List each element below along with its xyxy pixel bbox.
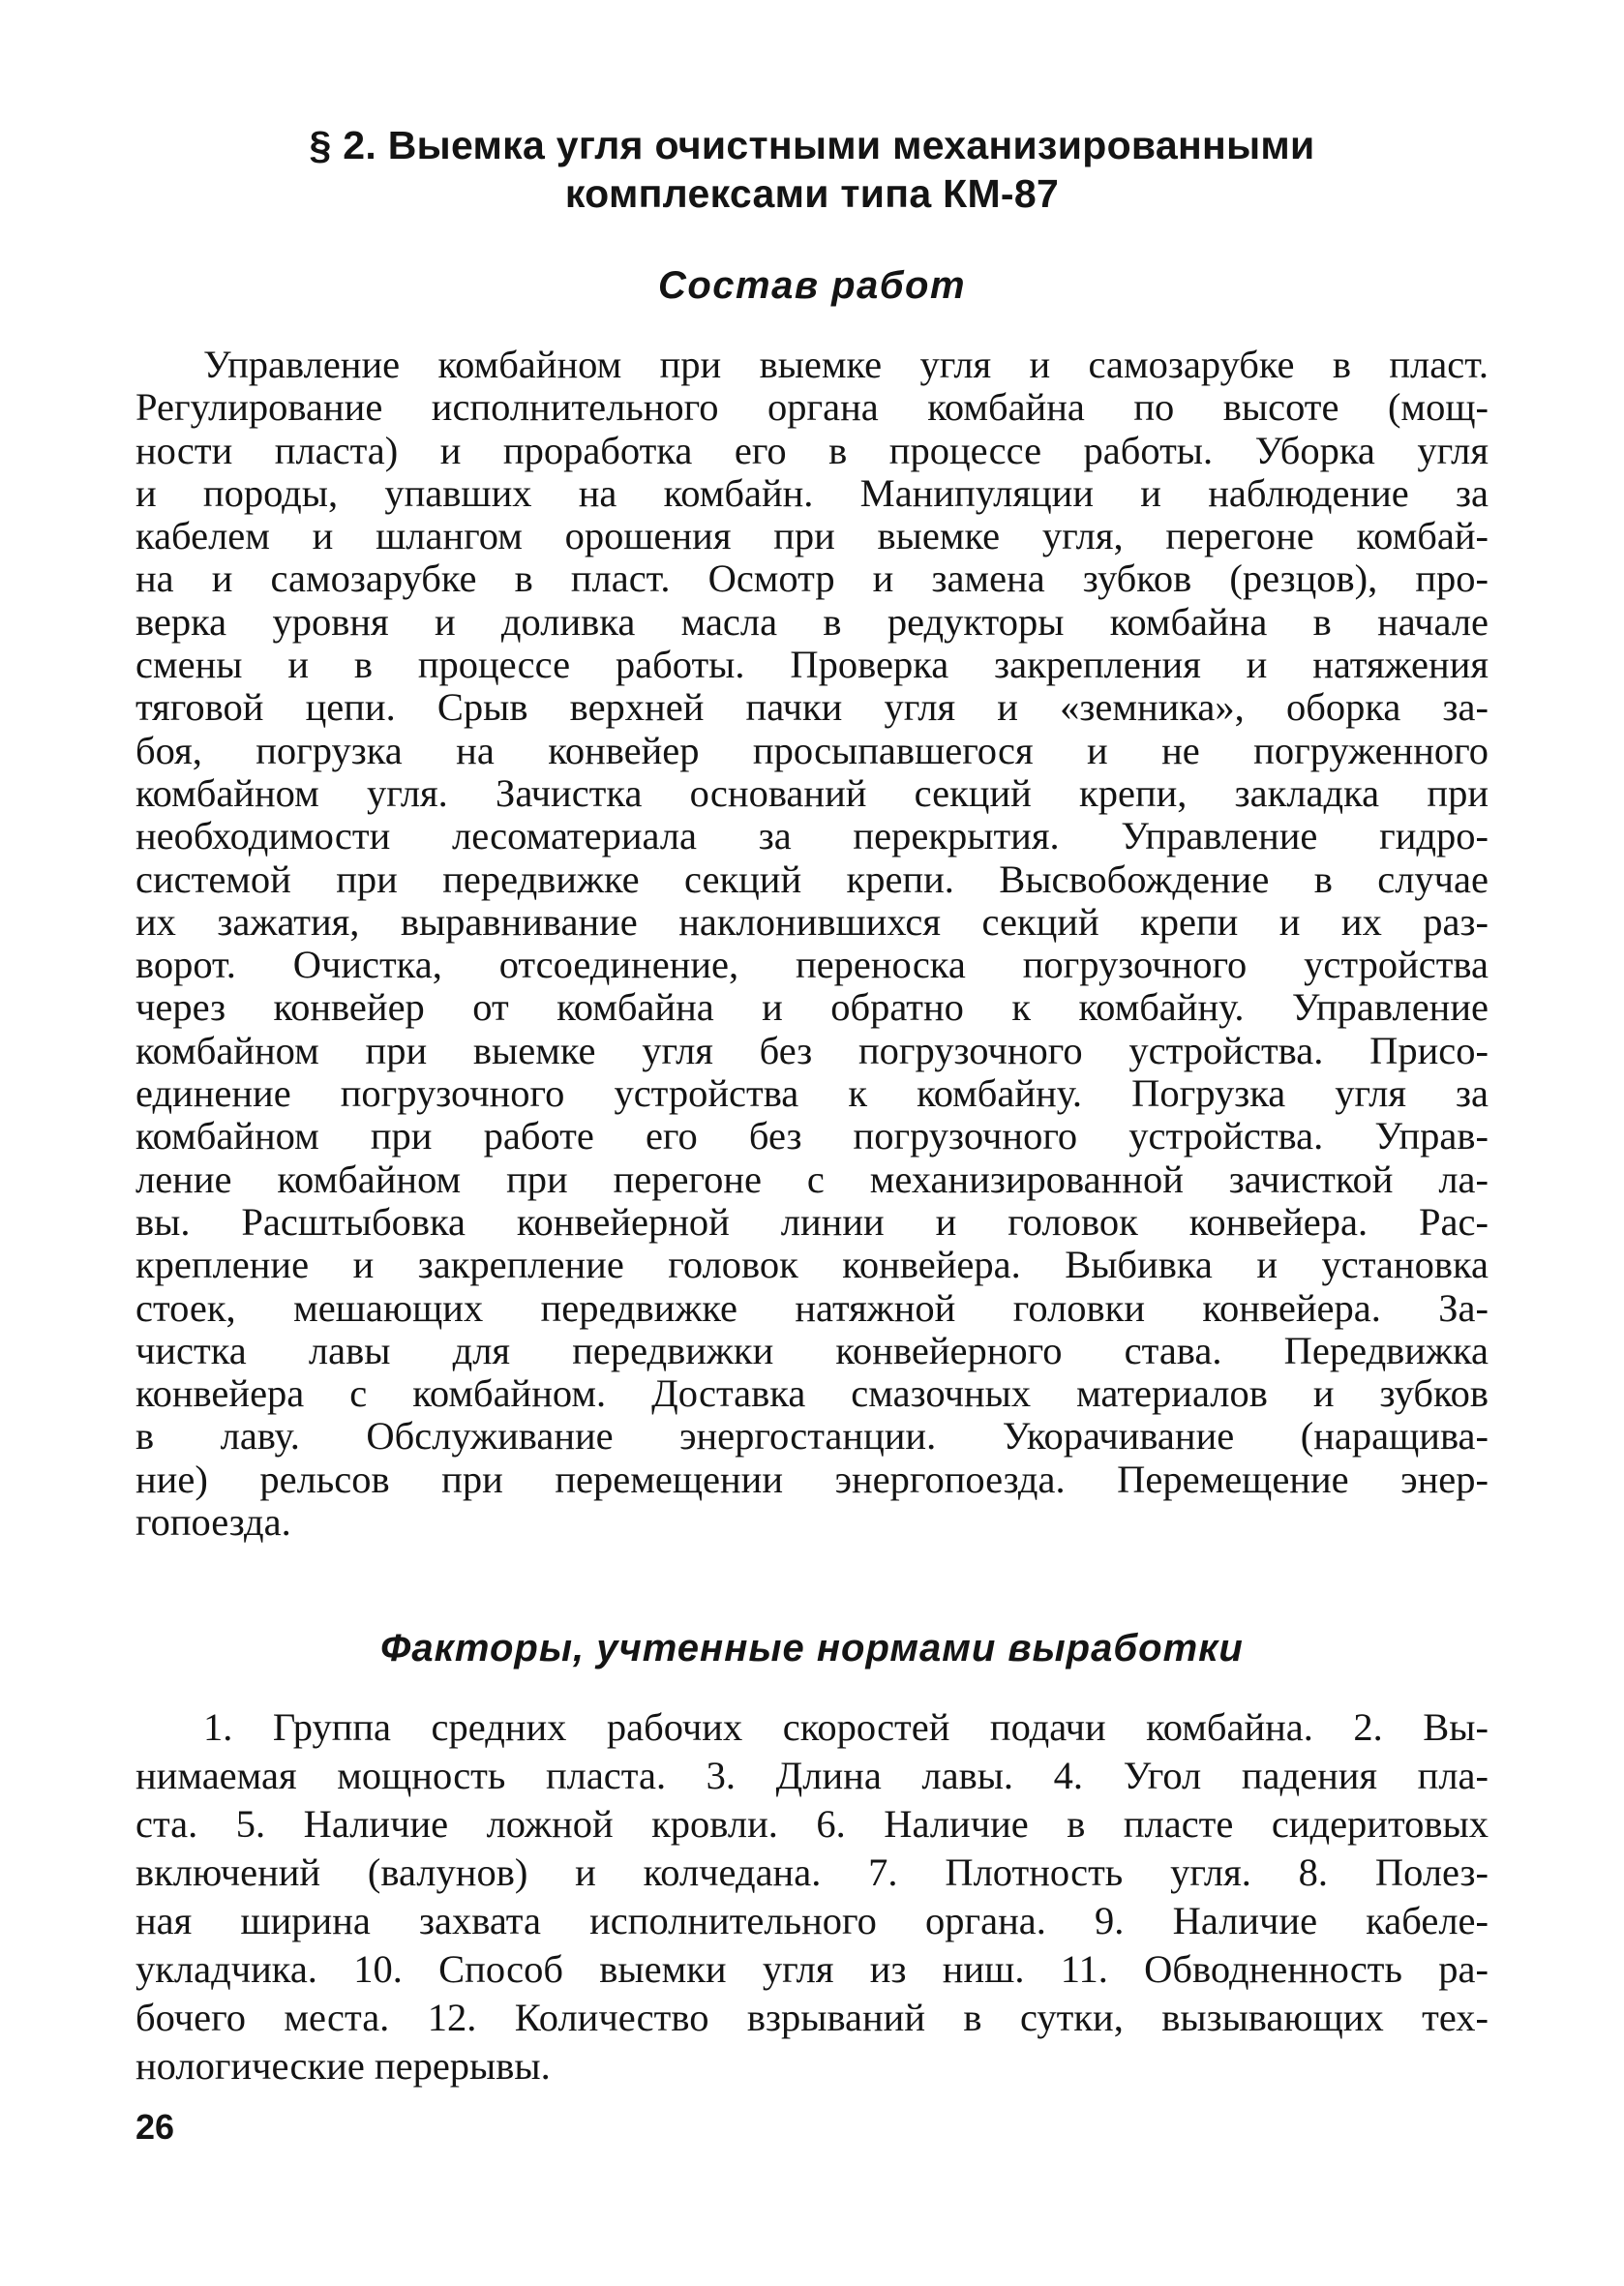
section-title-line: § 2. Выемка угля очистными механизированными: [309, 123, 1315, 167]
text-line: боя, погрузка на конвейер просыпавшегося и не погруженного: [135, 728, 1489, 772]
text-line: крепление и закрепление головок конвейера. Выбивка и установка: [135, 1243, 1489, 1287]
text-line: единение погрузочного устройства к комбайну. Погрузка угля за: [135, 1071, 1489, 1116]
text-line: комбайном угля. Зачистка оснований секций крепи, закладка при: [135, 770, 1489, 815]
text-line: стоек, мешающих передвижке натяжной головки конвейера. За-: [135, 1285, 1489, 1330]
text-line: через конвейер от комбайна и обратно к комбайну. Управление: [135, 985, 1489, 1030]
text-line: гопоезда.: [135, 1500, 291, 1545]
text-line: ста. 5. Наличие ложной кровли. 6. Наличие в пласте сидеритовых: [135, 1802, 1489, 1846]
text-line: ности пласта) и проработка его в процессе работы. Уборка угля: [135, 428, 1489, 472]
text-line: Регулирование исполнительного органа комбайна по высоте (мощ-: [135, 385, 1489, 430]
text-line: смены и в процессе работы. Проверка закрепления и натяжения: [135, 643, 1489, 687]
text-line: укладчика. 10. Способ выемки угля из ниш. 11. Обводненность ра-: [135, 1947, 1489, 1991]
text-line: бочего места. 12. Количество взрываний в сутки, вызывающих тех-: [135, 1996, 1489, 2039]
composition-paragraph: [135, 344, 1489, 1544]
text-line: необходимости лесоматериала за перекрытия. Управление гидро-: [135, 814, 1489, 858]
text-line: ние) рельсов при перемещении энергопоезда. Перемещение энер-: [135, 1457, 1489, 1501]
text-line: системой при передвижке секций крепи. Высвобождение в случае: [135, 857, 1489, 901]
text-line: нологические перерывы.: [135, 2044, 551, 2088]
text-line: ление комбайном при перегоне с механизированной зачисткой ла-: [135, 1157, 1489, 1201]
text-line: 1. Группа средних рабочих скоростей подачи комбайна. 2. Вы-: [203, 1705, 1489, 1749]
text-line: нимаемая мощность пласта. 3. Длина лавы. 4. Угол падения пла-: [135, 1754, 1489, 1797]
text-line: тяговой цепи. Срыв верхней пачки угля и «земника», оборка за-: [135, 685, 1489, 730]
text-line: в лаву. Обслуживание энергостанции. Укорачивание (наращива-: [135, 1414, 1489, 1459]
text-line: их зажатия, выравнивание наклонившихся секций крепи и их раз-: [135, 899, 1489, 944]
text-line: конвейера с комбайном. Доставка смазочных материалов и зубков: [135, 1371, 1489, 1416]
text-line: и породы, упавших на комбайн. Манипуляции и наблюдение за: [135, 470, 1489, 515]
text-line: вы. Расштыбовка конвейерной линии и головок конвейера. Рас-: [135, 1199, 1489, 1244]
text-line: комбайном при выемке угля без погрузочного устройства. Присо-: [135, 1028, 1489, 1072]
factors-paragraph: [135, 1703, 1489, 2090]
section-title: [0, 121, 1624, 218]
factors-heading: Факторы, учтенные нормами выработки: [380, 1627, 1244, 1669]
section-title-line: комплексами типа КМ-87: [564, 171, 1060, 216]
text-line: включений (валунов) и колчедана. 7. Плотность угля. 8. Полез-: [135, 1850, 1489, 1894]
text-line: верка уровня и доливка масла в редукторы комбайна в начале: [135, 599, 1489, 644]
text-line: на и самозарубке в пласт. Осмотр и замена зубков (резцов), про-: [135, 556, 1489, 601]
text-line: ная ширина захвата исполнительного органа. 9. Наличие кабеле-: [135, 1899, 1489, 1942]
text-line: Управление комбайном при выемке угля и самозарубке в пласт.: [203, 343, 1489, 386]
text-line: кабелем и шлангом орошения при выемке угля, перегоне комбай-: [135, 514, 1489, 558]
text-line: комбайном при работе его без погрузочного устройства. Управ-: [135, 1114, 1489, 1158]
text-line: чистка лавы для передвижки конвейерного става. Передвижка: [135, 1328, 1489, 1372]
page-number: 26: [135, 2107, 175, 2147]
text-line: ворот. Очистка, отсоединение, переноска погрузочного устройства: [135, 943, 1489, 987]
composition-heading: Состав работ: [657, 264, 967, 307]
